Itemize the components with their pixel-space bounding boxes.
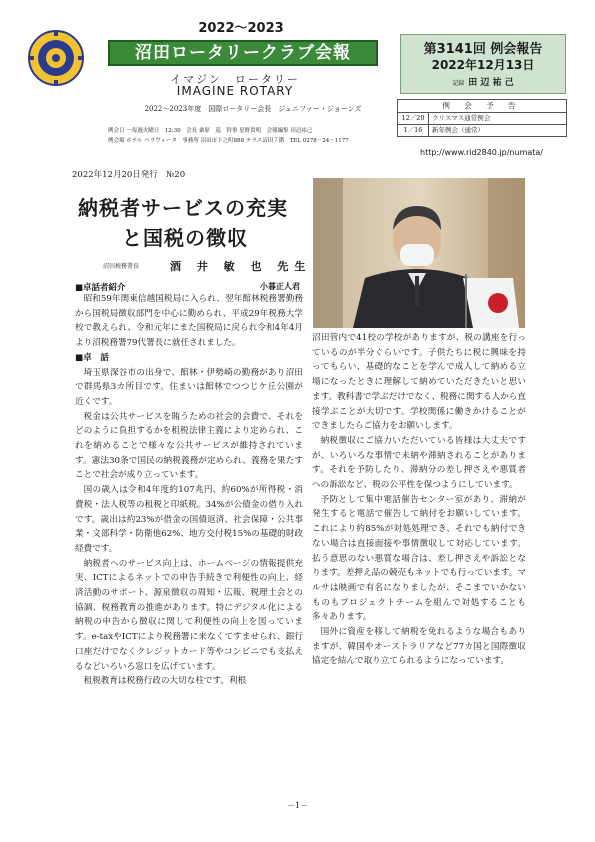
venue-info: 例会場 ホテル ベラヴィータ 事務所 沼田市下之町888 テラス沼田７階 TEL 0278－24－1177 [108,138,349,144]
meeting-info: 例会日 一毎週火曜日 12:30 会長 桑原 巡 幹事 星野貴明 会報編集 田辺祐己 [108,128,313,134]
issue-date: 2022年12月20日発行 №20 [72,170,186,180]
club-name-banner: 沼田ロータリークラブ会報 [108,40,378,66]
speaker-name: 酒 井 敏 也 先生 [170,260,312,273]
schedule-date: 12／20 [398,113,429,124]
theme-japanese: イマジン ロータリー [170,73,300,86]
year-range: 2022～2023 [198,21,284,36]
page-number: －1－ [286,801,309,810]
schedule-title: 例 会 予 告 [398,100,566,113]
paragraph: 納税者へのサービス向上は、ホームページの情報提供充実、ICTによるネットでの申告手続きで利便性の向上、経済活動のサポート、源泉徴収の周知・広報、税理士会との協調、税務教育の推進があります。特にデジタル化による納税の申告から徴収に関して利便性の向上を図っています。e-taxやICTにより税務署に来なくてすませられ、銀行口座だけでなくクレジットカード等やコンビニでも支払えるなどいろいろ窓口を広げています。 [75,558,303,672]
article-right-column [312,331,526,669]
paragraph: 納税徴収にご協力いただいている皆様は大丈夫ですが、いろいろな事情で未納や滞納されることがあります。それを予防したり、滞納分の差し押さえや悪質者への訴訟など、税の公平性を保つようにしています。 [312,435,526,491]
recorder-name: 田 辺 祐 己 [468,78,514,88]
recorder [400,75,566,88]
talk-heading: ■卓 話 [75,352,109,363]
paragraph: 租税教育は税務行政の大切な柱です。利根 [83,676,247,687]
meeting-schedule [397,99,567,137]
club-website-link[interactable]: http://www.rid2840.jp/numata/ [420,148,544,157]
intro-heading: ■卓話者紹介 [75,283,126,293]
intro-text: 昭和59年関東信越国税局に入られ、翌年館林税務署勤務から国税局徴収部門を中心に勤められ、平成29年税務大学校で教えられ、令和元年にまた国税局に戻られ令和4年4月より沼税務署79代署長に就任されました。 [75,294,303,349]
theme-english: IMAGINE ROTARY [176,84,294,98]
speaker-photo [313,178,525,328]
schedule-row [398,125,566,136]
headline: 納税者サービスの充実 [78,196,288,220]
introducer-name: 小暮正人君 [260,282,300,291]
speaker-title: 沼田税務署長 [103,263,140,270]
meeting-number: 第3141回 例会報告 [423,42,543,57]
headline-line2: と国税の徴収 [122,226,248,250]
paragraph: 国の歳入は令和4年度約107兆円、約60%が所得税・消費税・法人税等の租税と印紙税。34%が公債金の借り入れです。歳出は約23%が借金の国債返済、社会保障・公共事業・文部科学・防衛他62%、地方交付税15%の基礎的財政経費です。 [75,485,303,554]
schedule-row [398,113,566,125]
schedule-text: クリスマス通常例会 [432,114,491,122]
rotary-logo-icon [28,30,84,86]
schedule-date: 1／16 [398,125,429,136]
paragraph: 国外に資産を移して納税を免れるような場合もありますが、韓国やオーストラリアなど77カ国と国際徴収協定を結んで取り立てられるようになっています。 [312,627,526,667]
article-left-column [75,292,303,689]
paragraph: 予防として集中電話催告センター室があり、滞納が発生すると電話で催告して納付をお願いしています。これにより約85%が対処処理でき、それでも納付できない場合は直接面接や事情徴収して対応しています。払う意思のない悪質な場合は、差し押さえや訴訟となります。差押え品の競売もネットでも行っています。マルサは映画で有名になりましたが、そこまでいかないものもプロジェクトチームを組んで対処することも多々あります。 [312,494,526,623]
recorder-label: 記録 [452,80,465,87]
president-line: 2022～2023年度 国際ロータリー会長 ジェニファー・ジョーンズ [144,105,362,113]
schedule-text: 新年例会（通常） [432,126,484,134]
meeting-date: 2022年12月13日 [431,58,535,72]
paragraph: 沼田管内で41校の学校がありますが、税の講座を行っているのが半分ぐらいです。子供たちに税に興味を持ってもらい、基礎的なことを学んで成人して納める立場になったときに理解して納めていただきたいと思います。教科書で学ぶだけでなく、税務に関する人から直接学ぶことが大切です。学校関係に働きかけることができましたらご協力をお願いします。 [312,333,526,432]
paragraph: 税金は公共サービスを賄うための社会的会費で、それをどのように負担するかを租税法律主義により定められ、これを納めることで様々な公共サービスが維持されています。憲法30条で国民の納税義務が定められ、義務を果たすことで社会が成り立っています。 [75,411,303,481]
paragraph: 埼玉県深谷市の出身で、館林・伊勢崎の勤務があり沼田で群馬県3カ所目です。住まいは館林でつつじケ丘公園が近くです。 [75,367,303,407]
